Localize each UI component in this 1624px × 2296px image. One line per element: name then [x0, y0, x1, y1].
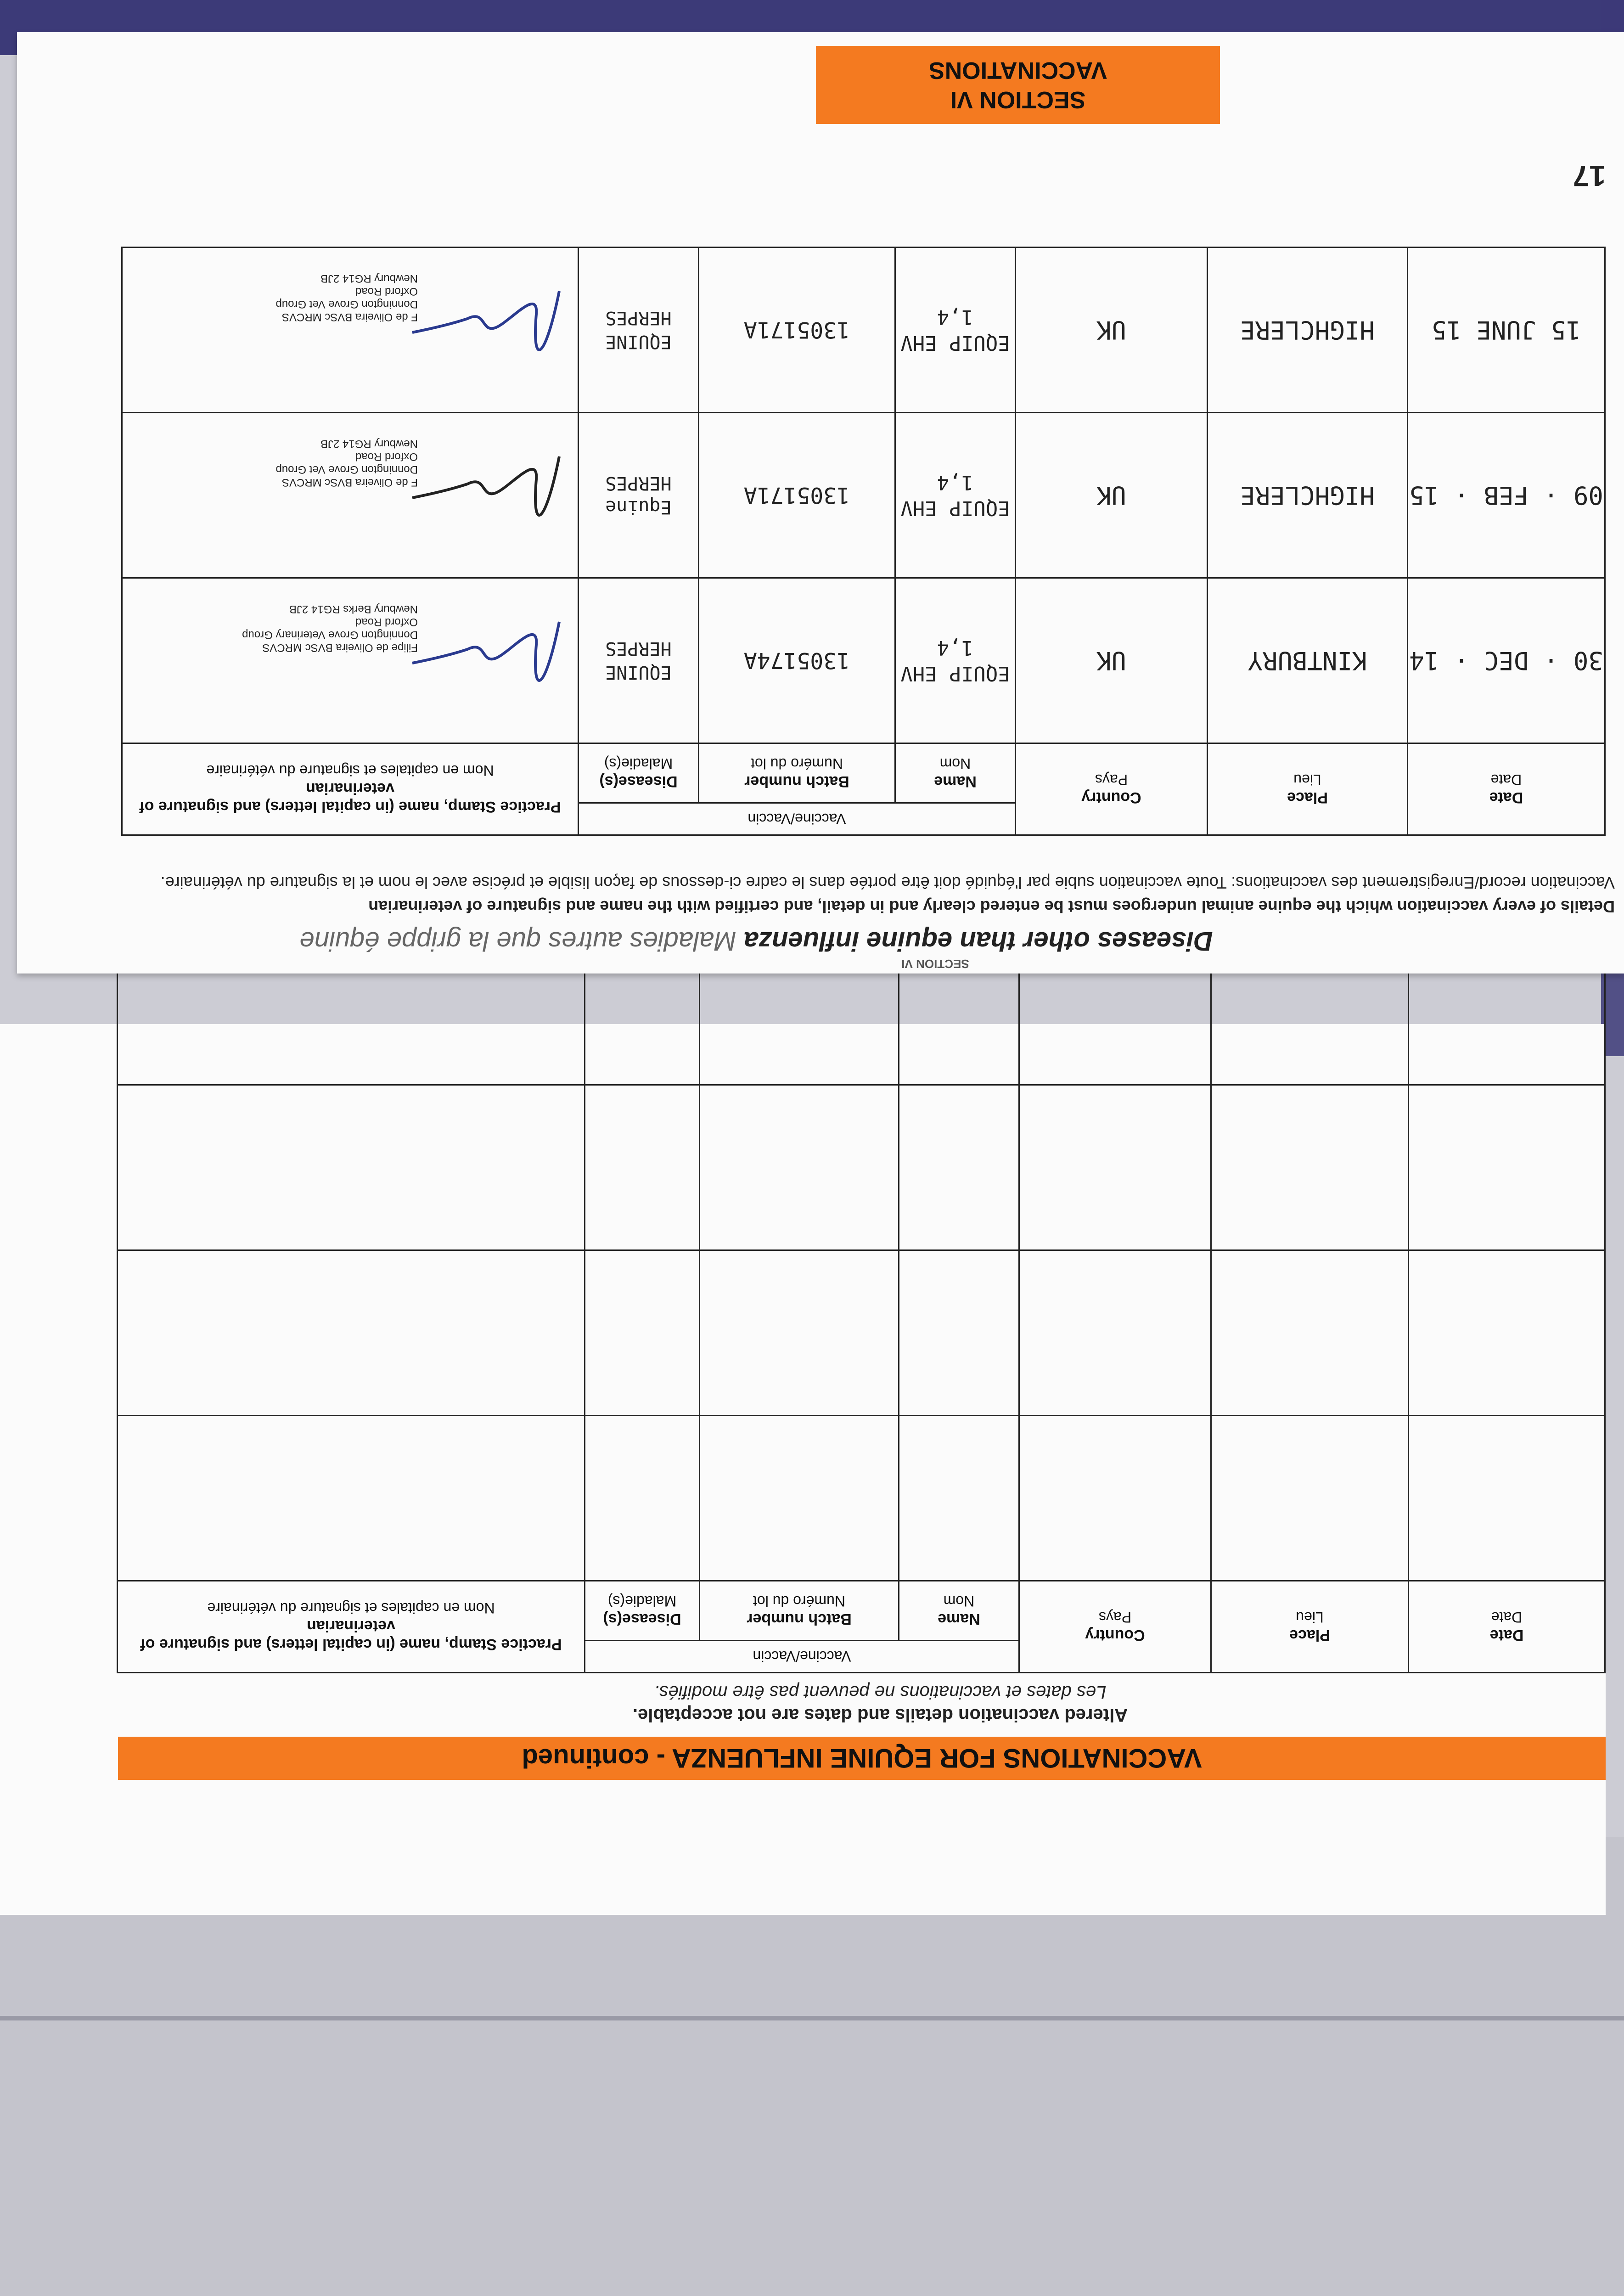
vi-col-vaccine-group: Vaccine/Vaccin: [579, 803, 1016, 835]
section-vi-tab: [816, 46, 1220, 124]
row-disease: EQUINE HERPES: [579, 248, 699, 413]
row-batch: 1305171A: [699, 248, 895, 413]
ei-col-country: Country Pays: [1019, 1581, 1211, 1673]
ei-col-stamp: Practice Stamp, name (in capital letters) and signature of veterinarian Nom en capitales et signature du vétérinaire: [118, 1581, 585, 1673]
ei-heading-bar: [118, 1737, 1606, 1780]
stamp-line: Oxford Road: [355, 616, 418, 629]
row-stamp: [122, 248, 579, 413]
row-place: HIGHCLERE: [1208, 413, 1408, 578]
vaccination-row: [122, 413, 1605, 578]
stamp-line: Newbury Berks RG14 2JB: [289, 603, 418, 616]
stamp-line: Oxford Road: [355, 285, 418, 298]
signature-icon: [408, 599, 573, 709]
row-vaccine-name: EQUIP EHV 1,4: [895, 248, 1016, 413]
row-country: UK: [1016, 413, 1208, 578]
stamp-line: F de Oliveira BVSc MRCVS: [281, 476, 418, 489]
row-date: 15 JUNE 15: [1408, 248, 1605, 413]
section-vi-title: VACCINATIONS: [928, 57, 1107, 84]
vaccination-instructions: [58, 871, 1624, 918]
section-vi-label: SECTION VI: [950, 86, 1086, 113]
ei-empty-row: [118, 1250, 1605, 1416]
ei-col-disease: Disease(s) Maladie(s): [585, 1581, 700, 1641]
ei-empty-row: [118, 1416, 1605, 1581]
row-date: 30 · DEC · 14: [1408, 578, 1605, 743]
row-country: UK: [1016, 248, 1208, 413]
stamp-line: F de Oliveira BVSc MRCVS: [281, 311, 418, 324]
diseases-heading-en: Diseases other than equine influenza: [743, 926, 1213, 956]
diseases-heading-fr: Maladies autres que la grippe équine: [299, 926, 736, 956]
vi-col-date: Date Date: [1408, 743, 1605, 835]
row-disease: Equine HERPES: [579, 413, 699, 578]
row-batch: 1305171A: [699, 413, 895, 578]
vi-col-batch: Batch number Numéro du lot: [699, 743, 895, 803]
upper-page: [0, 1024, 1606, 1915]
vi-col-name: Name Nom: [895, 743, 1016, 803]
row-stamp: [122, 578, 579, 743]
ei-notice: [467, 1681, 1293, 1727]
sub-section-label: SECTION VI: [901, 957, 969, 971]
row-disease: EQUINE HERPES: [579, 578, 699, 743]
ei-heading: VACCINATIONS FOR EQUINE INFLUENZA - continued: [522, 1743, 1202, 1773]
page-number: 17: [1573, 159, 1606, 192]
row-stamp: [122, 413, 579, 578]
vi-col-place: Place Lieu: [1208, 743, 1408, 835]
row-vaccine-name: EQUIP EHV 1,4: [895, 578, 1016, 743]
row-vaccine-name: EQUIP EHV 1,4: [895, 413, 1016, 578]
stamp-line: Newbury RG14 2JB: [320, 438, 418, 450]
instruction-en: Details of every vaccination which the equine animal undergoes must be entered clearly and in detail, and certified with the name and signature of veterinarian: [368, 897, 1615, 916]
stamp-line: Newbury RG14 2JB: [320, 272, 418, 285]
instruction-record: Vaccination record/Enregistrement des vaccinations: Toute vaccination subie par l'équidé doit être portée dans le cadre ci-dessous de façon lisible et précise avec le nom et la signature du vétérinaire.: [160, 873, 1615, 892]
signature-icon: [408, 269, 573, 379]
stamp-line: Oxford Road: [355, 450, 418, 463]
ei-table: [117, 951, 1606, 1673]
row-country: UK: [1016, 578, 1208, 743]
stamp-line: Donnington Grove Vet Group: [275, 463, 418, 476]
ei-notice-en: Altered vaccination details and dates are not acceptable.: [632, 1705, 1128, 1725]
row-batch: 1305174A: [699, 578, 895, 743]
sleeve-edge: [0, 2016, 1624, 2020]
ei-notice-fr: Les dates et vaccinations ne peuvent pas être modifiés.: [654, 1682, 1107, 1702]
row-place: HIGHCLERE: [1208, 248, 1408, 413]
vi-col-stamp: Practice Stamp, name (in capital letters) and signature of veterinarian Nom en capitales et signature du vétérinaire: [122, 743, 579, 835]
signature-icon: [408, 434, 573, 544]
ei-col-place: Place Lieu: [1211, 1581, 1409, 1673]
ei-empty-row: [118, 1085, 1605, 1250]
row-date: 09 · FEB · 15: [1408, 413, 1605, 578]
ei-col-date: Date Date: [1409, 1581, 1605, 1673]
stamp-line: Donnington Grove Vet Group: [275, 298, 418, 311]
stamp-line: Filipe de Oliveira BVSc MRCVS: [262, 642, 418, 654]
stamp-line: Donnington Grove Veterinary Group: [242, 629, 418, 642]
ei-col-name: Name Nom: [899, 1581, 1019, 1641]
section-vi-table: [121, 247, 1606, 836]
ei-col-batch: Batch number Numéro du lot: [700, 1581, 899, 1641]
vi-col-country: Country Pays: [1016, 743, 1208, 835]
vi-col-disease: Disease(s) Maladie(s): [579, 743, 699, 803]
lower-page: [17, 32, 1624, 974]
row-place: KINTBURY: [1208, 578, 1408, 743]
vaccination-row: [122, 248, 1605, 413]
diseases-heading: [182, 925, 1330, 957]
ei-col-vaccine-group: Vaccine/Vaccin: [585, 1641, 1019, 1673]
vaccination-row: [122, 578, 1605, 743]
